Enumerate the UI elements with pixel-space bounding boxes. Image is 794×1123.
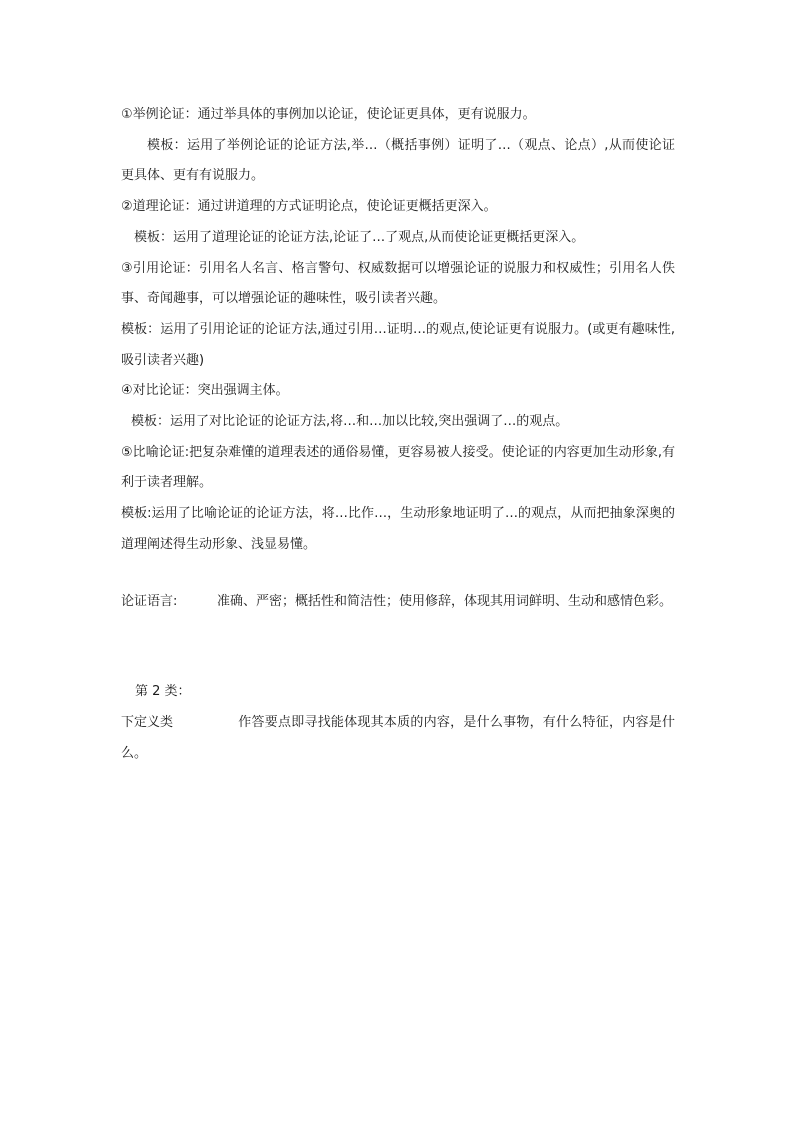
paragraph-example-template: 模板：运用了举例论证的论证方法,举…（概括事例）证明了…（观点、论点）,从而使论证更具体、更有有说服力。 <box>121 137 675 184</box>
paragraph-contrast-template: 模板：运用了对比论证的论证方法,将…和…加以比较,突出强调了…的观点。 <box>131 414 569 430</box>
paragraph-metaphor-template: 模板:运用了比喻论证的论证方法，将…比作…，生动形象地证明了…的观点，从而把抽象深奥的道理阐述得生动形象、浅显易懂。 <box>121 506 675 552</box>
definition-type-text: 作答要点即寻找能体现其本质的内容，是什么事物，有什么特征，内容是什么。 <box>121 714 675 761</box>
paragraph-citation-template: 模板：运用了引用论证的论证方法,通过引用…证明…的观点,使论证更有说服力。(或更有趣味性,吸引读者兴趣) <box>121 321 675 368</box>
document-body <box>121 100 675 769</box>
paragraph-metaphor-argument: ⑤比喻论证:把复杂难懂的道理表述的通俗易懂，更容易被人接受。使论证的内容更加生动形象,有利于读者理解。 <box>121 444 675 491</box>
paragraph-argument-language <box>121 587 675 618</box>
paragraph-reasoning-template: 模板：运用了道理论证的论证方法,论证了…了观点,从而使论证更概括更深入。 <box>134 229 585 245</box>
paragraph-definition-type <box>121 708 675 769</box>
spacer <box>121 617 675 677</box>
definition-type-label: 下定义类 <box>121 714 174 730</box>
paragraph-citation-argument: ③引用论证：引用名人名言、格言警句、权威数据可以增强论证的说服力和权威性；引用名人佚事、奇闻趣事，可以增强论证的趣味性，吸引读者兴趣。 <box>121 260 675 307</box>
section-title: 第 2 类： <box>135 684 191 700</box>
argument-language-label: 论证语言: <box>121 593 178 609</box>
argument-language-text: 准确、严密；概括性和简洁性；使用修辞，体现其用词鲜明、生动和感情色彩。 <box>217 593 673 609</box>
spacer <box>121 561 675 587</box>
paragraph-reasoning-argument: ②道理论证：通过讲道理的方式证明论点，使论证更概括更深入。 <box>121 199 497 215</box>
paragraph-contrast-argument: ④对比论证：突出强调主体。 <box>121 383 289 399</box>
paragraph-example-argument: ①举例论证：通过举具体的事例加以论证，使论证更具体，更有说服力。 <box>121 107 536 122</box>
